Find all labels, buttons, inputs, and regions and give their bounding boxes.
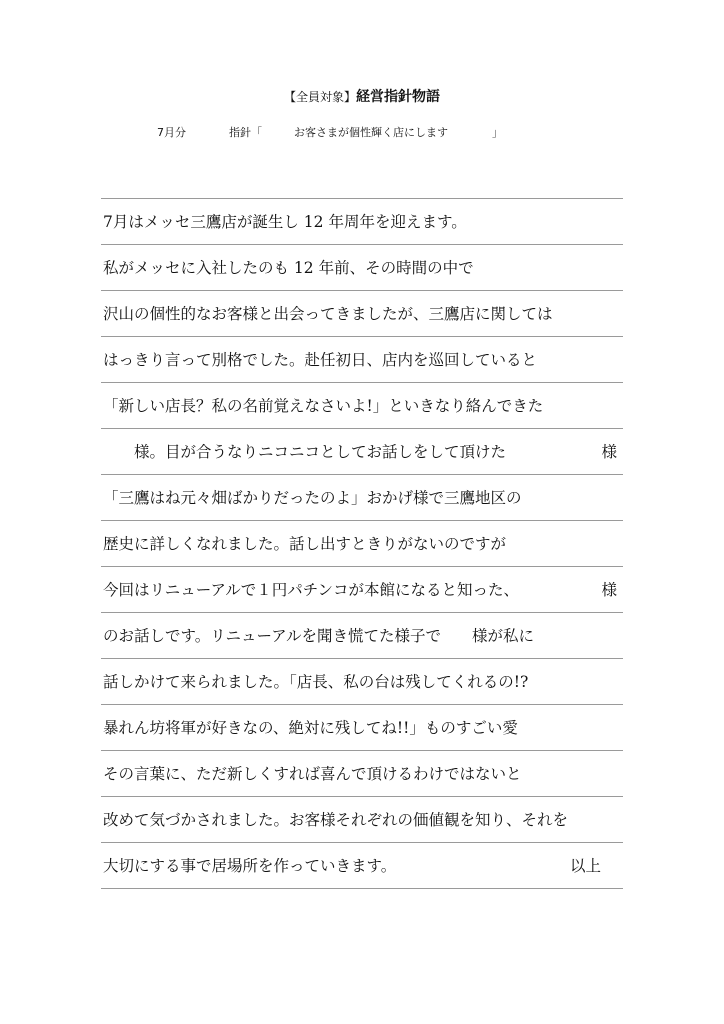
essay-line-text: その言葉に、ただ新しくすれば喜んで頂けるわけではないと [103,765,522,783]
guideline-label: 指針「 [229,126,262,139]
essay-line [101,567,623,613]
essay-line-text: のお話しです。リニューアルを聞き慌てた様子で 様が私に [103,627,535,645]
essay-line-text: 7月はメッセ三鷹店が誕生し 12 年周年を迎えます。 [103,213,467,231]
essay-line-text: 暴れん坊将軍が好きなの、絶対に残してね!!」ものすごい愛 [103,719,518,737]
guideline-row [0,124,724,140]
essay-line [101,291,623,337]
essay-line-text: 今回はリニューアルで１円パチンコが本館になると知った、 [103,581,520,599]
guideline-text: お客さまが個性輝く店にします [294,126,448,139]
essay-line [101,245,623,291]
essay-line [101,843,623,889]
month-label: 7月分 [157,126,186,139]
title-target-label: 【全員対象】 [283,90,356,104]
guideline-close-bracket: 」 [492,126,503,139]
essay-line [101,199,623,245]
essay-line-text: 「三鷹はね元々畑ばかりだったのよ」おかげ様で三鷹地区の [103,489,522,507]
essay-line-text: 改めて気づかされました。お客様それぞれの価値観を知り、それを [103,811,569,829]
essay-line [101,337,623,383]
essay-line [101,521,623,567]
essay-line-text: 話しかけて来られました。「店長、私の台は残してくれるの!? [103,673,529,691]
essay-line-text: はっきり言って別格でした。赴任初日、店内を巡回していると [103,351,538,369]
essay-line [101,383,623,429]
essay-body [101,198,623,889]
essay-line-text: 大切にする事で居場所を作っていきます。 [103,857,397,875]
essay-line [101,429,623,475]
essay-line-text: 私がメッセに入社したのも 12 年前、その時間の中で [103,259,474,277]
essay-line [101,475,623,521]
essay-line [101,613,623,659]
essay-line-text: 様。目が合うなりニコニコとしてお話しをして頂けた [134,443,507,461]
essay-line-text: 「新しい店長？私の名前覚えなさいよ!」といきなり絡んできた [103,397,544,415]
essay-line-text: 沢山の個性的なお客様と出会ってきましたが、三鷹店に関しては [103,305,553,323]
essay-line-suffix: 様 [601,443,617,461]
essay-line [101,705,623,751]
essay-line-text: 歴史に詳しくなれました。話し出すときりがないのですが [103,535,507,553]
document-title [0,86,724,106]
closing-ijo: 以上 [569,857,601,875]
essay-line-suffix: 様 [601,581,617,599]
essay-line [101,797,623,843]
title-main: 経営指針物語 [356,89,440,105]
essay-line [101,659,623,705]
essay-line [101,751,623,797]
